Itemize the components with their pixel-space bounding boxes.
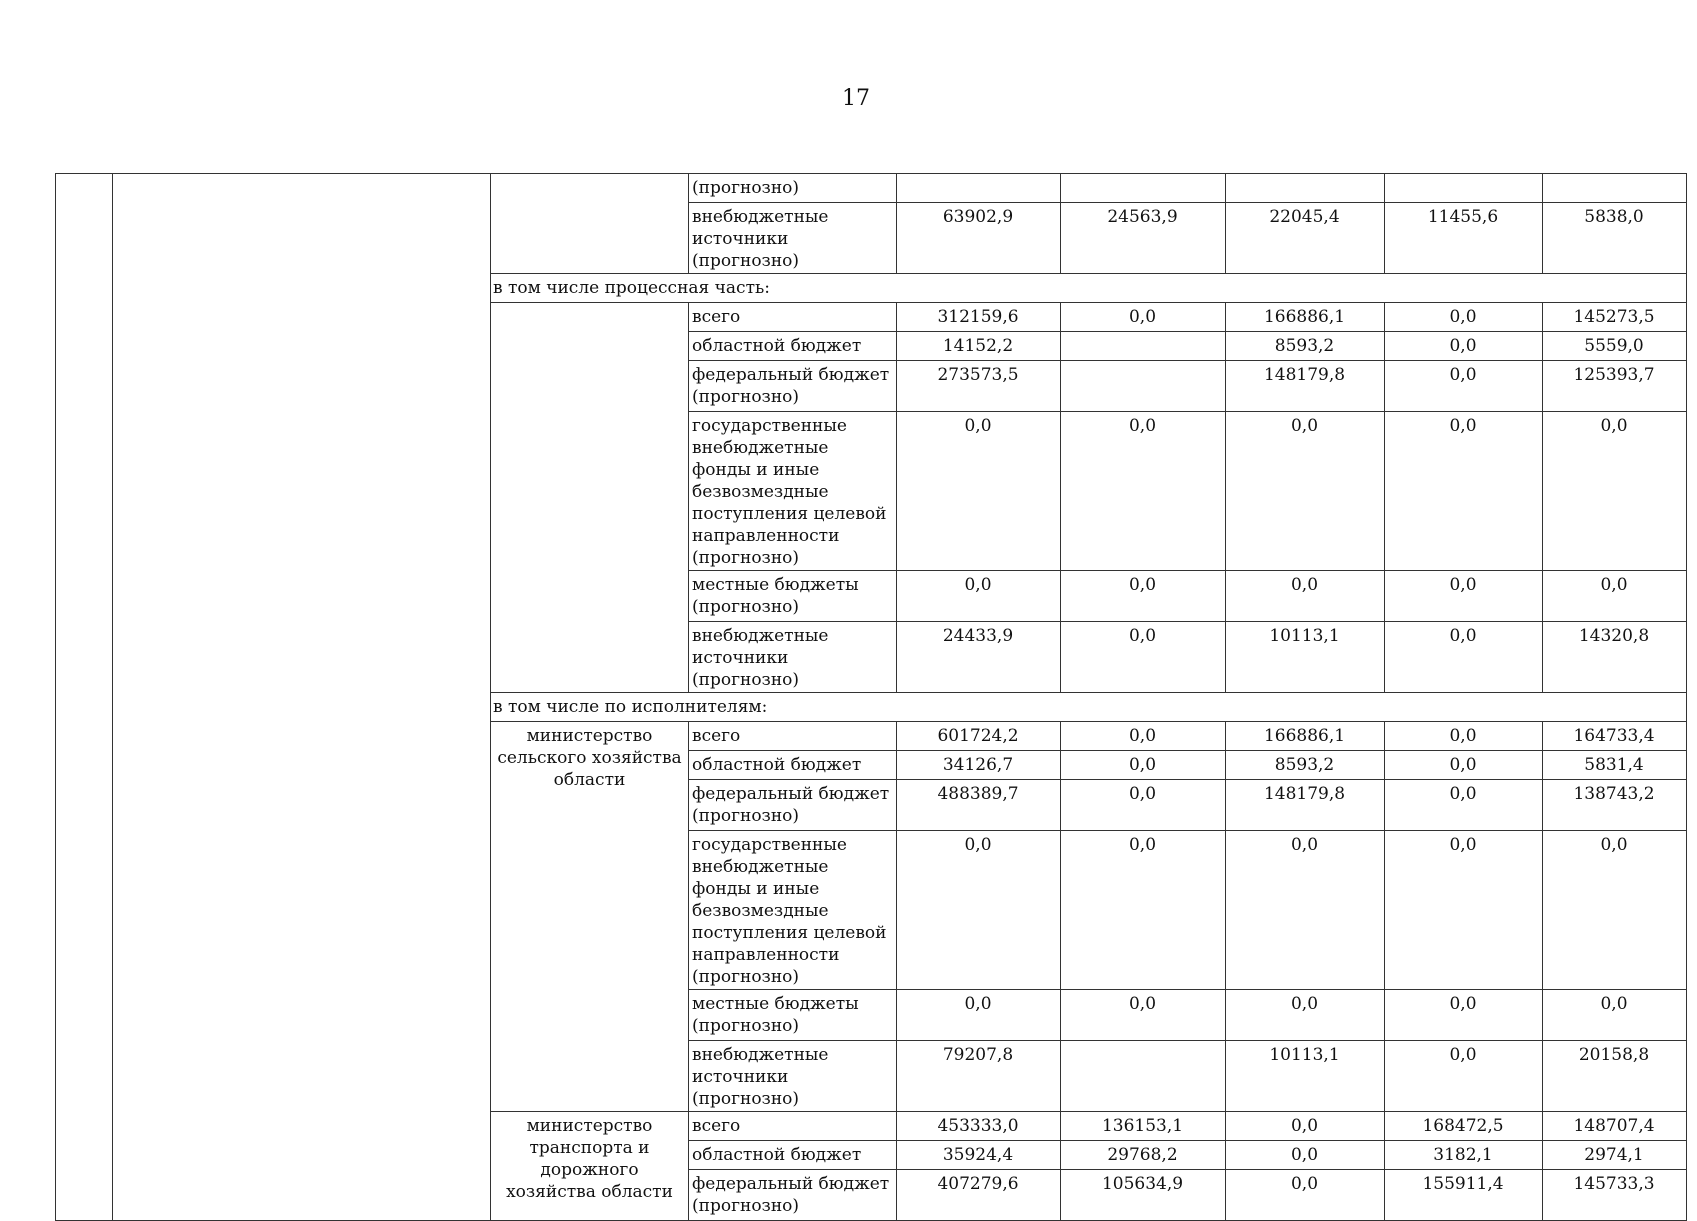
value-year-3 — [1385, 174, 1543, 203]
value-year-4 — [1543, 174, 1687, 203]
source-label: внебюджетные источники (прогнозно) — [689, 1041, 897, 1112]
value-year-4: 148707,4 — [1543, 1112, 1687, 1141]
value-year-1: 0,0 — [1061, 751, 1226, 780]
value-year-2: 22045,4 — [1226, 203, 1385, 274]
value-year-4: 145273,5 — [1543, 303, 1687, 332]
value-total: 79207,8 — [897, 1041, 1061, 1112]
section-heading: в том числе процессная часть: — [491, 274, 1687, 303]
value-year-1: 0,0 — [1061, 990, 1226, 1041]
value-year-2: 0,0 — [1226, 571, 1385, 622]
value-year-1: 105634,9 — [1061, 1170, 1226, 1221]
value-year-1: 0,0 — [1061, 412, 1226, 571]
source-label: федеральный бюджет (прогнозно) — [689, 361, 897, 412]
source-label: местные бюджеты (прогнозно) — [689, 990, 897, 1041]
value-year-1 — [1061, 332, 1226, 361]
section-heading: в том числе по исполнителям: — [491, 693, 1687, 722]
value-year-3: 0,0 — [1385, 332, 1543, 361]
value-year-1 — [1061, 1041, 1226, 1112]
value-year-2: 0,0 — [1226, 1170, 1385, 1221]
value-total: 488389,7 — [897, 780, 1061, 831]
source-label: областной бюджет — [689, 332, 897, 361]
value-year-3: 0,0 — [1385, 622, 1543, 693]
value-year-2: 0,0 — [1226, 831, 1385, 990]
value-total: 453333,0 — [897, 1112, 1061, 1141]
value-year-2: 8593,2 — [1226, 332, 1385, 361]
budget-table — [55, 173, 1687, 1221]
value-total: 34126,7 — [897, 751, 1061, 780]
value-total: 24433,9 — [897, 622, 1061, 693]
source-label: всего — [689, 722, 897, 751]
value-year-1: 0,0 — [1061, 831, 1226, 990]
value-total: 312159,6 — [897, 303, 1061, 332]
value-year-2: 166886,1 — [1226, 303, 1385, 332]
source-label: (прогнозно) — [689, 174, 897, 203]
value-year-1: 136153,1 — [1061, 1112, 1226, 1141]
value-year-4: 5838,0 — [1543, 203, 1687, 274]
value-year-3: 0,0 — [1385, 1041, 1543, 1112]
executor-name: министерство транспорта и дорожного хозяйства области — [491, 1112, 689, 1221]
value-year-4: 125393,7 — [1543, 361, 1687, 412]
value-year-1 — [1061, 361, 1226, 412]
value-year-3: 11455,6 — [1385, 203, 1543, 274]
value-year-2: 148179,8 — [1226, 361, 1385, 412]
value-year-4: 164733,4 — [1543, 722, 1687, 751]
value-total: 35924,4 — [897, 1141, 1061, 1170]
value-total: 407279,6 — [897, 1170, 1061, 1221]
value-year-4: 138743,2 — [1543, 780, 1687, 831]
value-year-3: 0,0 — [1385, 722, 1543, 751]
source-label: федеральный бюджет (прогнозно) — [689, 780, 897, 831]
page-number: 17 — [842, 86, 870, 111]
value-total: 601724,2 — [897, 722, 1061, 751]
value-year-1: 0,0 — [1061, 722, 1226, 751]
executor-cell — [491, 303, 689, 693]
source-label: внебюджетные источники (прогнозно) — [689, 203, 897, 274]
source-label: внебюджетные источники (прогнозно) — [689, 622, 897, 693]
value-year-3: 0,0 — [1385, 990, 1543, 1041]
value-year-4: 5559,0 — [1543, 332, 1687, 361]
value-year-2: 0,0 — [1226, 1112, 1385, 1141]
source-label: государственные внебюджетные фонды и иные безвозмездные поступления целевой направленности (прогнозно) — [689, 412, 897, 571]
value-year-2 — [1226, 174, 1385, 203]
value-year-1: 0,0 — [1061, 780, 1226, 831]
source-label: государственные внебюджетные фонды и иные безвозмездные поступления целевой направленности (прогнозно) — [689, 831, 897, 990]
source-label: местные бюджеты (прогнозно) — [689, 571, 897, 622]
value-year-4: 0,0 — [1543, 831, 1687, 990]
value-year-2: 10113,1 — [1226, 1041, 1385, 1112]
table-row — [56, 174, 1687, 203]
value-year-2: 0,0 — [1226, 1141, 1385, 1170]
value-year-2: 0,0 — [1226, 412, 1385, 571]
value-year-3: 0,0 — [1385, 751, 1543, 780]
value-year-4: 0,0 — [1543, 412, 1687, 571]
number-column-cell — [56, 174, 113, 1221]
value-year-3: 0,0 — [1385, 571, 1543, 622]
value-year-3: 0,0 — [1385, 780, 1543, 831]
value-year-1: 0,0 — [1061, 622, 1226, 693]
value-year-1: 24563,9 — [1061, 203, 1226, 274]
executor-cell — [491, 174, 689, 274]
value-year-4: 14320,8 — [1543, 622, 1687, 693]
value-year-3: 155911,4 — [1385, 1170, 1543, 1221]
value-year-2: 148179,8 — [1226, 780, 1385, 831]
value-year-3: 0,0 — [1385, 361, 1543, 412]
executor-name: министерство сельского хозяйства области — [491, 722, 689, 1112]
value-total: 0,0 — [897, 990, 1061, 1041]
value-year-4: 5831,4 — [1543, 751, 1687, 780]
value-year-3: 3182,1 — [1385, 1141, 1543, 1170]
value-year-4: 20158,8 — [1543, 1041, 1687, 1112]
program-name-cell — [113, 174, 491, 1221]
value-year-3: 0,0 — [1385, 412, 1543, 571]
value-year-4: 0,0 — [1543, 571, 1687, 622]
value-total: 0,0 — [897, 831, 1061, 990]
value-total: 0,0 — [897, 571, 1061, 622]
value-year-4: 2974,1 — [1543, 1141, 1687, 1170]
source-label: областной бюджет — [689, 1141, 897, 1170]
value-total — [897, 174, 1061, 203]
value-year-2: 8593,2 — [1226, 751, 1385, 780]
value-total: 63902,9 — [897, 203, 1061, 274]
value-total: 14152,2 — [897, 332, 1061, 361]
source-label: федеральный бюджет (прогнозно) — [689, 1170, 897, 1221]
source-label: всего — [689, 1112, 897, 1141]
value-year-2: 10113,1 — [1226, 622, 1385, 693]
value-year-1: 0,0 — [1061, 571, 1226, 622]
value-year-4: 0,0 — [1543, 990, 1687, 1041]
value-year-4: 145733,3 — [1543, 1170, 1687, 1221]
source-label: всего — [689, 303, 897, 332]
value-year-1: 29768,2 — [1061, 1141, 1226, 1170]
value-year-1: 0,0 — [1061, 303, 1226, 332]
source-label: областной бюджет — [689, 751, 897, 780]
value-year-3: 0,0 — [1385, 831, 1543, 990]
value-year-3: 0,0 — [1385, 303, 1543, 332]
value-total: 0,0 — [897, 412, 1061, 571]
value-year-2: 166886,1 — [1226, 722, 1385, 751]
value-year-1 — [1061, 174, 1226, 203]
value-year-3: 168472,5 — [1385, 1112, 1543, 1141]
value-total: 273573,5 — [897, 361, 1061, 412]
value-year-2: 0,0 — [1226, 990, 1385, 1041]
